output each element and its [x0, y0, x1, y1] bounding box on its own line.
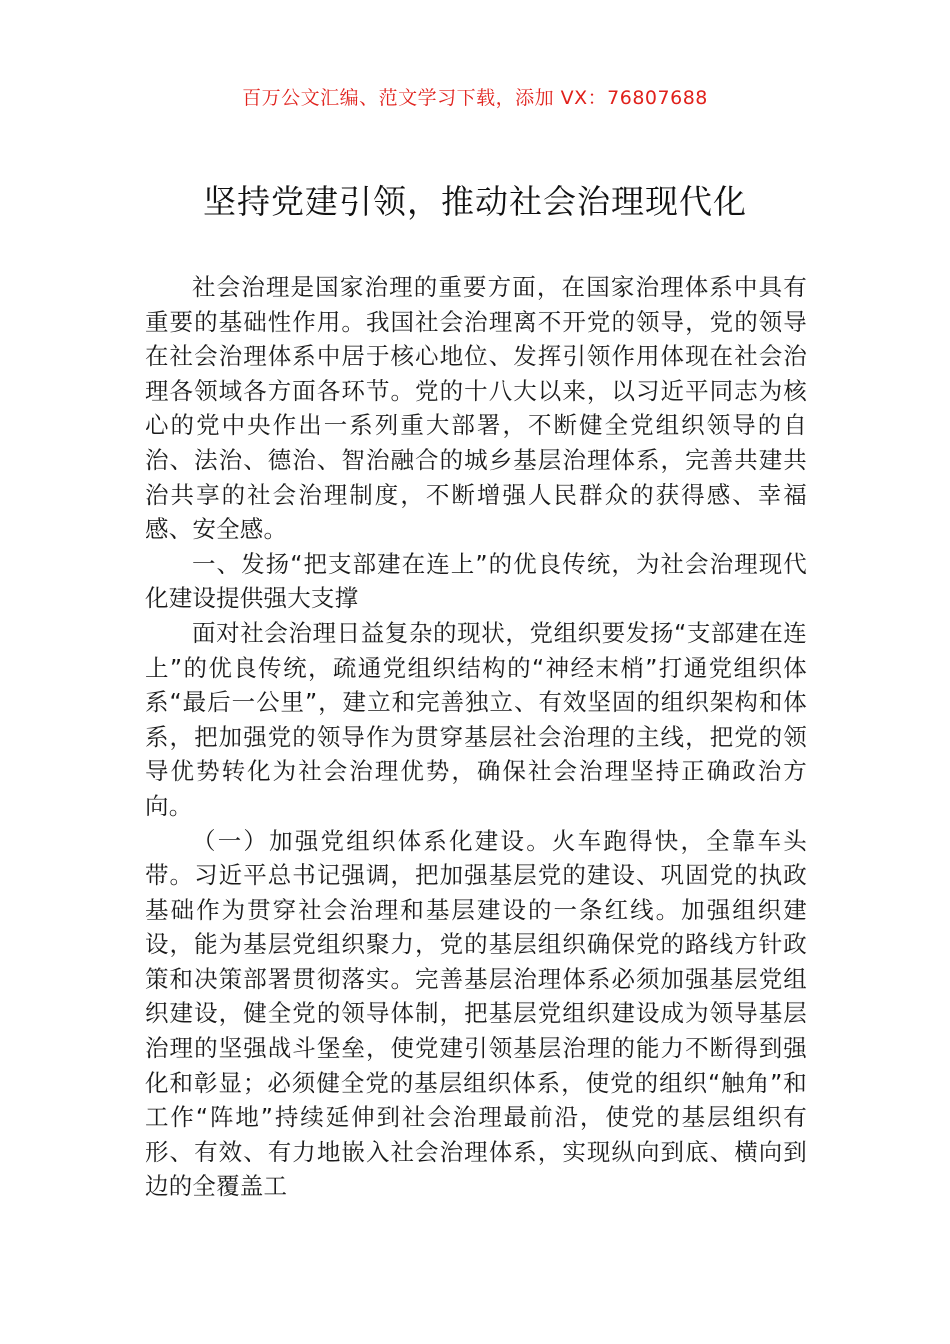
paragraph-subsection-1: （一）加强党组织体系化建设。火车跑得快，全靠车头带。习近平总书记强调，把加强基层党的建设、巩固党的执政基础作为贯穿社会治理和基层建设的一条红线。加强组织建设，能为基层党组织聚力，党的基层组织确保党的路线方针政策和决策部署贯彻落实。完善基层治理体系必须加强基层党组织建设，健全党的领导体制，把基层党组织建设成为领导基层治理的坚强战斗堡垒，使党建引领基层治理的能力不断得到强化和彰显；必须健全党的基层组织体系，使党的组织“触角”和工作“阵地”持续延伸到社会治理最前沿，使党的基层组织有形、有效、有力地嵌入社会治理体系，实现纵向到底、横向到边的全覆盖工 — [145, 826, 807, 1201]
document-body — [145, 270, 807, 1204]
header-watermark-note: 百万公文汇编、范文学习下载，添加 VX：76807688 — [242, 87, 708, 109]
document-title: 坚持党建引领，推动社会治理现代化 — [203, 182, 747, 221]
paragraph-section-1: 面对社会治理日益复杂的现状，党组织要发扬“支部建在连上”的优良传统，疏通党组织结构的“神经末梢”打通党组织体系“最后一公里”，建立和完善独立、有效坚固的组织架构和体系，把加强党的领导作为贯穿基层社会治理的主线，把党的领导优势转化为社会治理优势，确保社会治理坚持正确政治方向。 — [145, 618, 807, 820]
section-heading-1: 一、发扬“把支部建在连上”的优良传统，为社会治理现代化建设提供强大支撑 — [145, 549, 807, 613]
paragraph-intro: 社会治理是国家治理的重要方面，在国家治理体系中具有重要的基础性作用。我国社会治理离不开党的领导，党的领导在社会治理体系中居于核心地位、发挥引领作用体现在社会治理各领域各方面各环节。党的十八大以来，以习近平同志为核心的党中央作出一系列重大部署，不断健全党组织领导的自治、法治、德治、智治融合的城乡基层治理体系，完善共建共治共享的社会治理制度，不断增强人民群众的获得感、幸福感、安全感。 — [145, 273, 807, 544]
